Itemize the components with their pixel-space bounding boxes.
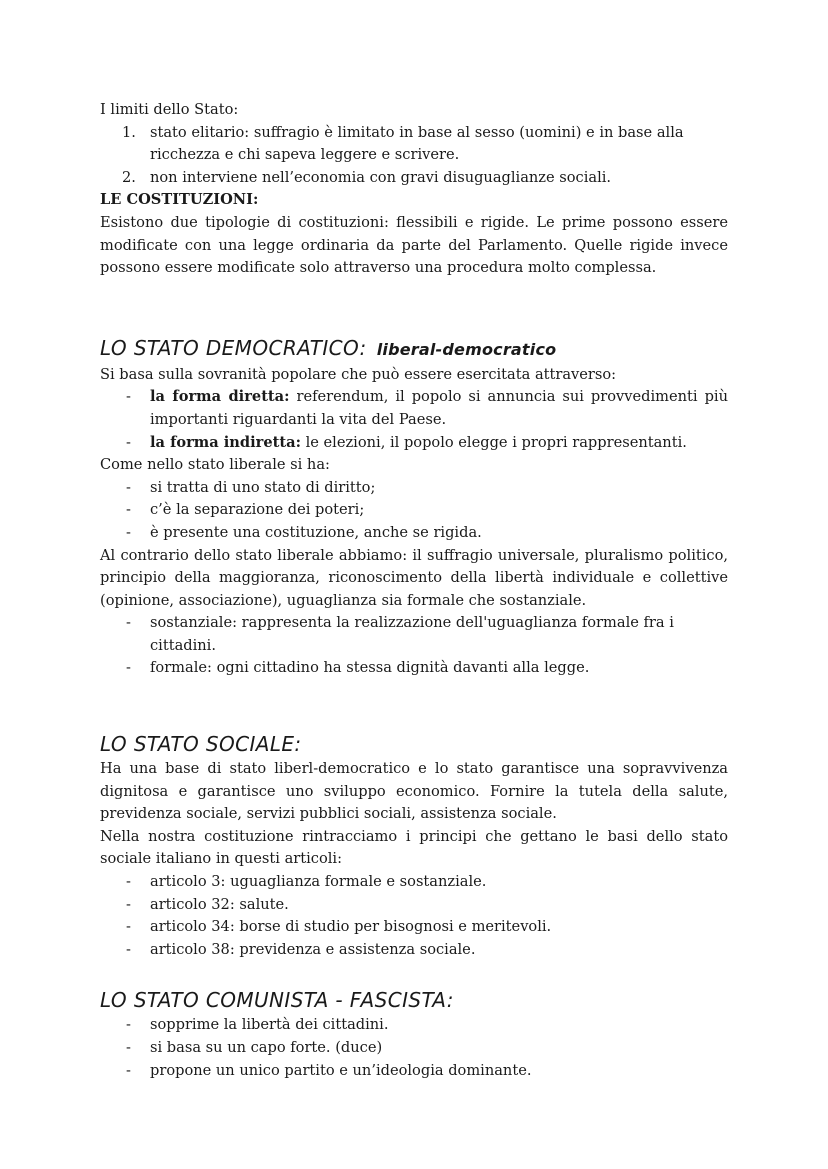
limits-intro: I limiti dello Stato: <box>100 101 239 118</box>
list-item-text: sopprime la libertà dei cittadini. <box>150 1016 389 1034</box>
section-heading-democratic <box>100 334 728 364</box>
list-item <box>100 122 728 167</box>
list-item <box>100 1060 728 1083</box>
dash-bullet: - <box>126 388 131 406</box>
list-item <box>100 499 728 522</box>
social-paragraph-1: Ha una base di stato liberl-democratico e lo stato garantisce una sopravvivenza dignitosa e garantisce uno sviluppo economico. Fornire la tutela della salute, previdenza sociale, servizi pubblici sociali, assistenza sociale. <box>100 760 728 823</box>
shared-list <box>100 477 728 545</box>
list-item <box>100 432 728 455</box>
list-item <box>100 894 728 917</box>
constitutions-paragraph: Esistono due tipologie di costituzioni: flessibili e rigide. Le prime possono essere modificate con una legge ordinaria da parte del Parlamento. Quelle rigide invece possono essere modificate solo attraverso una procedura molto complessa. <box>100 213 728 277</box>
list-item-text: sostanziale: rappresenta la realizzazione dell'uguaglianza formale fra i cittadini. <box>150 614 674 654</box>
list-item-text: si tratta di uno stato di diritto; <box>150 478 376 496</box>
list-item-text: articolo 34: borse di studio per bisognosi e meritevoli. <box>150 918 552 936</box>
dash-bullet: - <box>126 1061 131 1079</box>
list-item-term: la forma diretta: <box>150 388 290 406</box>
social-paragraph-2: Nella nostra costituzione rintracciamo i principi che gettano le basi dello stato sociale italiano in questi articoli: <box>100 827 728 868</box>
list-item-text: stato elitario: suffragio è limitato in base al sesso (uomini) e in base alla ricchezza e chi sapeva leggere e scrivere. <box>150 123 684 164</box>
list-number: 1. <box>122 123 136 141</box>
list-item <box>100 1014 728 1037</box>
list-item-term: la forma indiretta: <box>150 433 301 451</box>
dash-bullet: - <box>126 940 131 958</box>
forms-list <box>100 386 728 454</box>
list-item-text: si basa su un capo forte. (duce) <box>150 1039 383 1056</box>
dash-bullet: - <box>126 659 131 677</box>
list-item-text: articolo 3: uguaglianza formale e sostanziale. <box>150 873 487 891</box>
dash-bullet: - <box>126 1039 131 1056</box>
list-item <box>100 916 728 939</box>
section-title: LO STATO DEMOCRATICO: <box>100 335 367 360</box>
contrary-paragraph: Al contrario dello stato liberale abbiamo: il suffragio universale, pluralismo politico, principio della maggioranza, riconoscimento della libertà individuale e collettive (opinione, associazione), uguaglianza sia formale che sostanziale. <box>100 546 728 609</box>
dash-bullet: - <box>126 523 131 541</box>
list-item <box>100 871 728 894</box>
democratic-intro: Si basa sulla sovranità popolare che può essere esercitata attraverso: <box>100 365 617 383</box>
dash-bullet: - <box>126 873 131 891</box>
section-heading-communist: LO STATO COMUNISTA - FASCISTA: <box>100 988 454 1013</box>
list-number: 2. <box>122 168 136 186</box>
list-item <box>100 522 728 545</box>
list-item-text: articolo 32: salute. <box>150 895 289 913</box>
list-item-text: referendum, il popolo si annuncia sui provvedimenti più importanti riguardanti la vita del Paese. <box>150 388 728 428</box>
list-item-text: articolo 38: previdenza e assistenza sociale. <box>150 940 476 958</box>
page-content <box>100 99 728 1082</box>
list-item <box>100 477 728 500</box>
list-item <box>100 939 728 962</box>
like-liberal-text: Come nello stato liberale si ha: <box>100 456 330 474</box>
articles-list <box>100 871 728 961</box>
section-subtitle: liberal-democratico <box>376 339 557 359</box>
list-item <box>100 1037 728 1060</box>
list-item-text: le elezioni, il popolo elegge i propri rappresentanti. <box>300 433 687 451</box>
list-item-text: formale: ogni cittadino ha stessa dignità davanti alla legge. <box>150 659 590 677</box>
dash-bullet: - <box>126 895 131 913</box>
list-item-text: c’è la separazione dei poteri; <box>150 501 365 519</box>
constitutions-heading: LE COSTITUZIONI: <box>100 191 259 209</box>
list-item-text: non interviene nell’economia con gravi disuguaglianze sociali. <box>150 168 612 186</box>
list-item <box>100 167 728 190</box>
dash-bullet: - <box>126 501 131 519</box>
equality-list <box>100 612 728 680</box>
dash-bullet: - <box>126 614 131 632</box>
dash-bullet: - <box>126 433 131 451</box>
dash-bullet: - <box>126 478 131 496</box>
list-item-text: propone un unico partito e un’ideologia dominante. <box>150 1061 532 1079</box>
list-item-text: è presente una costituzione, anche se rigida. <box>150 523 482 541</box>
dash-bullet: - <box>126 918 131 936</box>
section-heading-social: LO STATO SOCIALE: <box>100 732 302 757</box>
communist-list <box>100 1014 728 1082</box>
list-item <box>100 386 728 431</box>
list-item <box>100 657 728 680</box>
list-item <box>100 612 728 657</box>
dash-bullet: - <box>126 1016 131 1034</box>
limits-list <box>100 122 728 190</box>
